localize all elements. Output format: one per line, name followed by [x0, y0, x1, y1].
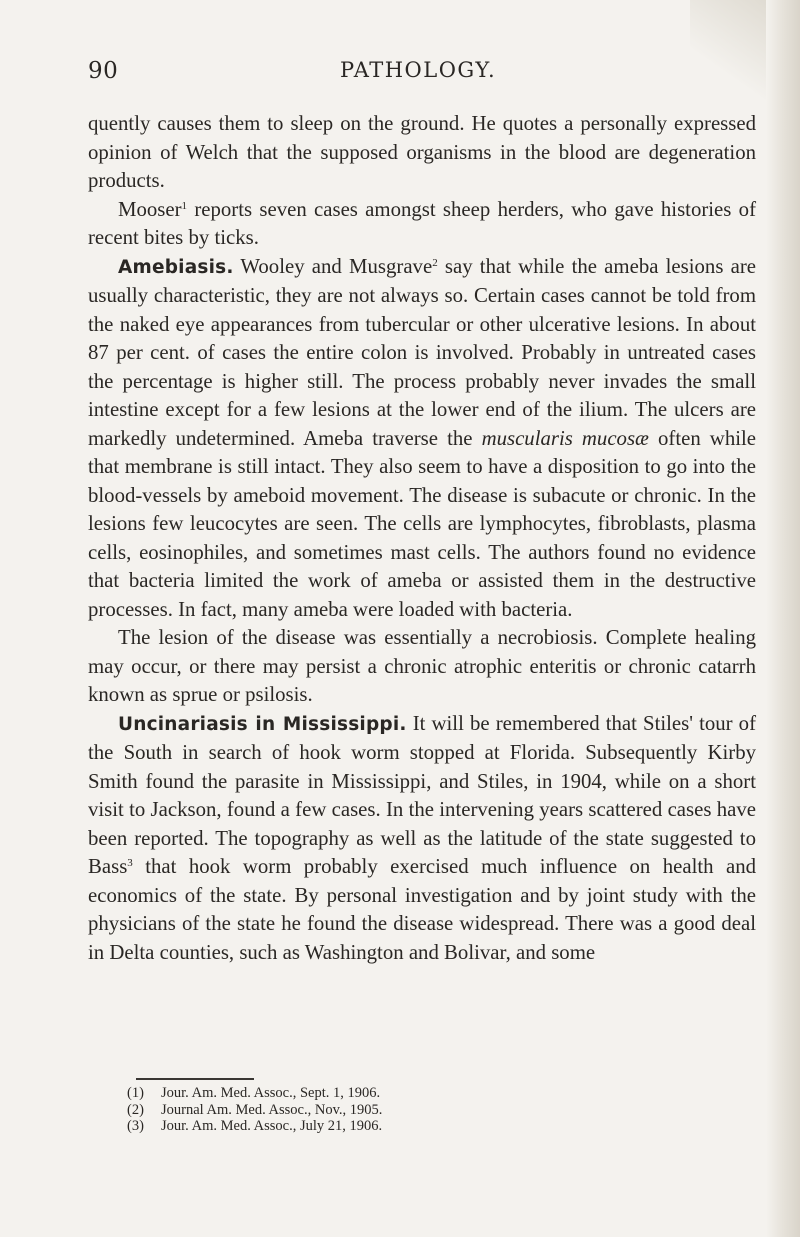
- footnote-item: [127, 1102, 687, 1119]
- footnote-item: [127, 1085, 687, 1102]
- footnote-ref-3: 3: [127, 857, 133, 869]
- running-title: PATHOLOGY.: [340, 58, 497, 82]
- paragraph-text: often while that membrane is still intact. They also seem to have a disposition to go into the blood-vessels by ameboid movement. The disease is subacute or chronic. In the lesions few leucocytes are seen. The cells are lymphocytes, fibroblasts, plasma cells, eosinophiles, and sometimes mast cells. The authors found no evidence that bacteria limited the work of ameba or assisted them in the destructive processes. In fact, many ameba were loaded with bacteria.: [88, 426, 757, 621]
- paragraph-text: It will be remembered that Stiles' tour of the South in search of hook worm stopped at Florida. Subsequently Kirby Smith found the parasite in Mississippi, and Stiles, in 1904, while on a short visit to Jackson, found a few cases. In the intervening years scattered cases have been reported. The topography as well as the latitude of the state suggested to Bass: [88, 711, 757, 878]
- footnote-rule: [136, 1078, 254, 1080]
- paragraph-text: say that while the ameba lesions are usually characteristic, they are not always so. Certain cases cannot be told from the naked eye appearances from tubercular or other ulcerative lesions. In about 87 per cent. of cases the entire colon is involved. Probably in untreated cases the percentage is higher still. The process probably never invades the small intestine except for a few lesions at the lower end of the ilium. The ulcers are markedly undetermined. Ameba traverse the: [88, 254, 756, 450]
- section-uncinariasis: [88, 710, 756, 968]
- paragraph-text: Wooley and Musgrave: [233, 254, 433, 278]
- page-edge-shadow: [766, 0, 800, 1237]
- footnote-item: [127, 1118, 687, 1135]
- paragraph-necrobiosis: [88, 624, 756, 710]
- footnote-ref-2: 2: [432, 256, 438, 269]
- footnote-number: (3): [127, 1118, 144, 1134]
- paragraph-text: quently causes them to sleep on the ground. He quotes a personally expressed opinion of Welch that the supposed organisms in the blood are degeneration products.: [88, 112, 756, 192]
- section-heading-uncinariasis: Uncinariasis in Mississippi.: [118, 713, 407, 735]
- footnotes: [127, 1085, 687, 1135]
- page-number: 90: [88, 58, 119, 84]
- italic-term: muscularis mucosæ: [481, 426, 649, 450]
- paragraph-text: reports seven cases amongst sheep herders, who gave histories of recent bites by ticks.: [88, 197, 756, 249]
- paragraph-text: Mooser: [118, 197, 182, 221]
- footnote-number: (1): [127, 1085, 144, 1101]
- paragraph-mooser: [88, 196, 756, 253]
- paragraph-text: that hook worm probably exercised much influence on health and economics of the state. By personal investigation and by joint study with the physicians of the state he found the disease widespread. There was a good deal in Delta counties, such as Washington and Bolivar, and some: [88, 855, 756, 964]
- section-heading-amebiasis: Amebiasis.: [118, 256, 234, 278]
- footnote-text: Journal Am. Med. Assoc., Nov., 1905.: [161, 1101, 383, 1118]
- paragraph-text: The lesion of the disease was essentially a necrobiosis. Complete healing may occur, or there may persist a chronic atrophic enteritis or chronic catarrh known as sprue or psilosis.: [88, 626, 756, 706]
- paragraph-continued: [88, 110, 756, 196]
- body-text: [88, 110, 756, 967]
- footnote-text: Jour. Am. Med. Assoc., Sept. 1, 1906.: [161, 1085, 381, 1101]
- section-amebiasis: [88, 253, 756, 625]
- footnote-number: (2): [127, 1101, 144, 1118]
- page-header: [88, 58, 688, 88]
- footnote-text: Jour. Am. Med. Assoc., July 21, 1906.: [161, 1118, 383, 1134]
- footnote-ref-1: 1: [181, 199, 188, 212]
